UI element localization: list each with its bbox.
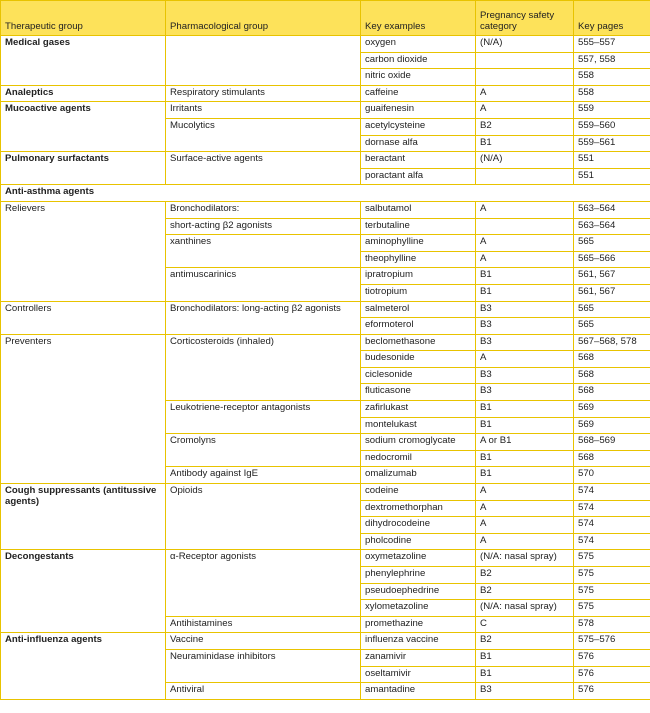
drug-cell: salbutamol [361,201,476,218]
therapeutic-group-cell: Analeptics [1,85,166,102]
table-row [1,36,650,53]
pages-cell: 555–557 [574,36,650,53]
pharmacological-group-cell: Corticosteroids (inhaled) [166,334,361,400]
drug-cell: eformoterol [361,318,476,335]
therapeutic-group-cell: Decongestants [1,550,166,633]
drug-cell: acetylcysteine [361,118,476,135]
category-cell: B2 [476,118,574,135]
subgroup-cell: Controllers [1,301,166,334]
category-cell: A [476,85,574,102]
pharmacological-group-cell: Antibody against IgE [166,467,361,484]
pages-cell: 565–566 [574,251,650,268]
drug-cell: codeine [361,484,476,501]
pages-cell: 557, 558 [574,52,650,69]
drug-cell: caffeine [361,85,476,102]
pharmacological-group-cell: antimuscarinics [166,268,361,301]
category-cell: B3 [476,318,574,335]
pages-cell: 574 [574,517,650,534]
pages-cell: 563–564 [574,218,650,235]
category-cell: B1 [476,417,574,434]
pages-cell: 569 [574,417,650,434]
pages-cell: 575 [574,600,650,617]
pages-cell: 568 [574,351,650,368]
pages-cell: 576 [574,683,650,700]
header-key-pages: Key pages [574,1,650,36]
pages-cell: 558 [574,85,650,102]
pages-cell: 567–568, 578 [574,334,650,351]
therapeutic-group-cell: Cough suppressants (antitussive agents) [1,484,166,550]
category-cell: B1 [476,649,574,666]
drug-cell: carbon dioxide [361,52,476,69]
category-cell [476,168,574,185]
category-cell: B2 [476,567,574,584]
pharmacological-group-cell: Cromolyns [166,434,361,467]
pages-cell: 576 [574,666,650,683]
drug-cell: tiotropium [361,284,476,301]
pages-cell: 558 [574,69,650,86]
category-cell: B2 [476,633,574,650]
therapeutic-group-cell: Pulmonary surfactants [1,152,166,185]
category-cell: A [476,235,574,252]
drug-cell: fluticasone [361,384,476,401]
header-row [1,1,650,36]
drug-cell: terbutaline [361,218,476,235]
pages-cell: 565 [574,235,650,252]
drug-cell: oxygen [361,36,476,53]
category-cell: B1 [476,135,574,152]
category-cell [476,69,574,86]
table-row [1,550,650,567]
category-cell: B1 [476,284,574,301]
category-cell: B3 [476,683,574,700]
drug-cell: omalizumab [361,467,476,484]
table-row [1,484,650,501]
pages-cell: 568 [574,450,650,467]
category-cell: A [476,484,574,501]
pharmacological-group-cell [166,36,361,86]
drug-cell: sodium cromoglycate [361,434,476,451]
pages-cell: 563–564 [574,201,650,218]
drug-cell: influenza vaccine [361,633,476,650]
drug-cell: phenylephrine [361,567,476,584]
pages-cell: 568–569 [574,434,650,451]
pharmacological-group-cell: α-Receptor agonists [166,550,361,616]
category-cell: (N/A) [476,36,574,53]
pages-cell: 561, 567 [574,268,650,285]
pages-cell: 565 [574,318,650,335]
pages-cell: 551 [574,168,650,185]
drug-cell: ipratropium [361,268,476,285]
category-cell: (N/A: nasal spray) [476,600,574,617]
pages-cell: 559–561 [574,135,650,152]
category-cell: B2 [476,583,574,600]
section-row [1,185,650,202]
pharmacological-group-cell: Mucolytics [166,118,361,151]
table-row [1,201,650,218]
pages-cell: 575 [574,567,650,584]
pharmacological-group-cell: Bronchodilators: long-acting β2 agonists [166,301,361,334]
pharmacological-group-cell: Opioids [166,484,361,550]
pharmacological-group-cell: Vaccine [166,633,361,650]
therapeutic-group-cell: Anti-influenza agents [1,633,166,699]
subgroup-cell: Preventers [1,334,166,483]
drug-cell: montelukast [361,417,476,434]
pharmacological-group-cell: Irritants [166,102,361,119]
header-pharmacological-group: Pharmacological group [166,1,361,36]
category-cell: B3 [476,384,574,401]
pages-cell: 568 [574,367,650,384]
category-cell [476,218,574,235]
drug-cell: oseltamivir [361,666,476,683]
pages-cell: 551 [574,152,650,169]
category-cell: B1 [476,450,574,467]
table-row [1,334,650,351]
pages-cell: 574 [574,484,650,501]
category-cell: A [476,251,574,268]
category-cell [476,52,574,69]
drug-cell: pholcodine [361,533,476,550]
category-cell: C [476,616,574,633]
drug-cell: dextromethorphan [361,500,476,517]
pharmacological-group-cell: Bronchodilators: [166,201,361,218]
pages-cell: 574 [574,500,650,517]
drug-cell: beractant [361,152,476,169]
pages-cell: 574 [574,533,650,550]
category-cell: B1 [476,666,574,683]
category-cell: A [476,102,574,119]
pharmacological-group-cell: Respiratory stimulants [166,85,361,102]
drug-cell: aminophylline [361,235,476,252]
drug-cell: amantadine [361,683,476,700]
therapeutic-group-cell: Mucoactive agents [1,102,166,152]
category-cell: (N/A: nasal spray) [476,550,574,567]
pages-cell: 576 [574,649,650,666]
pages-cell: 570 [574,467,650,484]
pages-cell: 575–576 [574,633,650,650]
drug-cell: oxymetazoline [361,550,476,567]
table-row [1,633,650,650]
table-row [1,301,650,318]
category-cell: B3 [476,301,574,318]
table-row [1,102,650,119]
drug-cell: dihydrocodeine [361,517,476,534]
category-cell: A [476,533,574,550]
drug-cell: theophylline [361,251,476,268]
pharmacological-group-cell: Leukotriene-receptor antagonists [166,401,361,434]
pages-cell: 569 [574,401,650,418]
therapeutic-group-cell: Anti-asthma agents [1,185,650,202]
category-cell: A [476,201,574,218]
category-cell: B3 [476,334,574,351]
category-cell: A [476,517,574,534]
category-cell: B1 [476,467,574,484]
drug-cell: budesonide [361,351,476,368]
category-cell: (N/A) [476,152,574,169]
pharmacological-group-cell: xanthines [166,235,361,268]
header-therapeutic-group: Therapeutic group [1,1,166,36]
category-cell: B1 [476,268,574,285]
drug-cell: nedocromil [361,450,476,467]
pages-cell: 561, 567 [574,284,650,301]
drug-cell: guaifenesin [361,102,476,119]
drug-cell: salmeterol [361,301,476,318]
category-cell: A or B1 [476,434,574,451]
category-cell: B3 [476,367,574,384]
drug-cell: xylometazoline [361,600,476,617]
pages-cell: 575 [574,550,650,567]
therapeutic-group-cell: Medical gases [1,36,166,86]
drug-cell: zafirlukast [361,401,476,418]
category-cell: A [476,351,574,368]
pages-cell: 559–560 [574,118,650,135]
pharmacological-group-cell: short-acting β2 agonists [166,218,361,235]
drug-cell: zanamivir [361,649,476,666]
drug-cell: nitric oxide [361,69,476,86]
table-row [1,85,650,102]
pharmacological-group-cell: Antihistamines [166,616,361,633]
pages-cell: 565 [574,301,650,318]
drug-cell: ciclesonide [361,367,476,384]
pages-cell: 559 [574,102,650,119]
pages-cell: 568 [574,384,650,401]
subgroup-cell: Relievers [1,201,166,301]
category-cell: A [476,500,574,517]
drug-cell: beclomethasone [361,334,476,351]
pharmacological-group-cell: Antiviral [166,683,361,700]
header-key-examples: Key examples [361,1,476,36]
drug-cell: poractant alfa [361,168,476,185]
pharmacological-group-cell: Surface-active agents [166,152,361,185]
drug-cell: promethazine [361,616,476,633]
drug-cell: dornase alfa [361,135,476,152]
pages-cell: 575 [574,583,650,600]
drug-cell: pseudoephedrine [361,583,476,600]
table-row [1,152,650,169]
header-pregnancy-category: Pregnancy safety category [476,1,574,36]
category-cell: B1 [476,401,574,418]
pharmacological-group-cell: Neuraminidase inhibitors [166,649,361,682]
pages-cell: 578 [574,616,650,633]
